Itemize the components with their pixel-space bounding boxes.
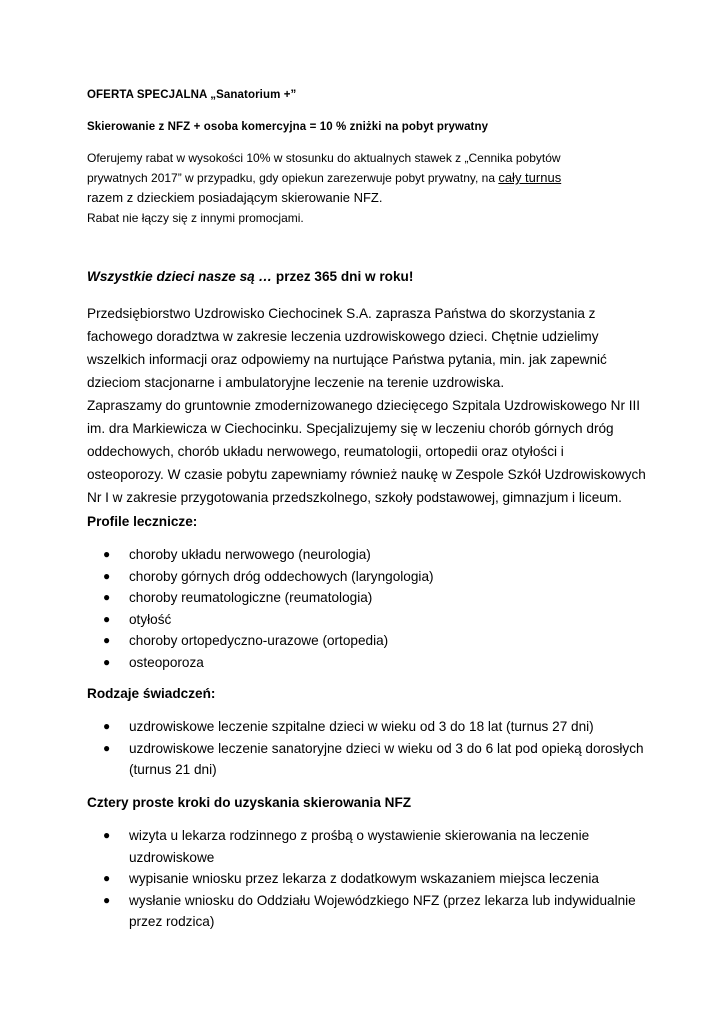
bullet-icon: ● (103, 633, 111, 647)
list-item-text-cont: (turnus 21 dni) (129, 762, 217, 777)
list-item (87, 738, 667, 781)
p2-line: Nr I w zakresie przygotowania przedszkolnego, szkoły podstawowej, gimnazjum i liceum. (87, 490, 622, 505)
offer-title: OFERTA SPECJALNA „Sanatorium +” (87, 89, 297, 101)
list-item-text: otyłość (129, 611, 172, 627)
p2-line: osteoporozy. W czasie pobytu zapewniamy również naukę w Zespole Szkół Uzdrowiskowych (87, 467, 646, 482)
bullet-icon: ● (103, 740, 111, 755)
list-item-text: uzdrowiskowe leczenie sanatoryjne dzieci w wieku od 3 do 6 lat pod opieką dorosłych (129, 740, 644, 756)
services-list (87, 716, 667, 781)
offer-line-2-text: prywatnych 2017” w przypadku, gdy opiekun zarezerwuje pobyt prywatny, na (87, 171, 499, 185)
list-item-text-cont: przez rodzica) (129, 914, 215, 929)
offer-line-1: Oferujemy rabat w wysokości 10% w stosunku do aktualnych stawek z „Cennika pobytów (87, 151, 561, 165)
list-item (87, 544, 667, 566)
p2-line: im. dra Markiewicza w Ciechocinku. Specjalizujemy się w leczeniu chorób górnych dróg (87, 421, 614, 436)
list-item (87, 868, 667, 890)
p2-line: oddechowych, chorób układu nerwowego, reumatologii, ortopedii oraz otyłości i (87, 444, 564, 459)
children-heading-rest: przez 365 dni w roku! (272, 269, 414, 284)
list-item-text: uzdrowiskowe leczenie szpitalne dzieci w wieku od 3 do 18 lat (turnus 27 dni) (129, 719, 594, 734)
list-item-text: choroby reumatologiczne (reumatologia) (129, 590, 373, 605)
list-item-text: choroby ortopedyczno-urazowe (ortopedia) (129, 633, 389, 648)
list-item-text: wypisanie wniosku przez lekarza z dodatkowym wskazaniem miejsca leczenia (129, 871, 599, 886)
list-item-text: wysłanie wniosku do Oddziału Wojewódzkiego NFZ (przez lekarza lub indywidualnie (129, 892, 636, 908)
list-item-text: wizyta u lekarza rodzinnego z prośbą o wystawienie skierowania na leczenie (129, 828, 590, 843)
bullet-icon: ● (103, 568, 111, 583)
list-item-text: choroby układu nerwowego (neurologia) (129, 547, 371, 562)
profiles-heading: Profile lecznicze: (87, 514, 198, 529)
children-paragraph-1 (87, 302, 667, 394)
children-heading-italic: Wszystkie dzieci nasze są … (87, 269, 273, 284)
p1-line: fachowego doradztwa w zakresie leczenia uzdrowiskowego dzieci. Chętnie udzielimy (87, 329, 599, 344)
bullet-icon: ● (103, 871, 111, 885)
services-heading: Rodzaje świadczeń: (87, 686, 216, 701)
bullet-icon: ● (103, 719, 111, 733)
steps-list (87, 825, 667, 933)
bullet-icon: ● (103, 654, 111, 669)
children-heading (87, 269, 667, 284)
list-item (87, 587, 667, 609)
steps-heading: Cztery proste kroki do uzyskania skierowania NFZ (87, 795, 412, 810)
list-item (87, 630, 667, 652)
bullet-icon: ● (103, 828, 111, 842)
offer-subtitle: Skierowanie z NFZ + osoba komercyjna = 10 % zniżki na pobyt prywatny (87, 121, 489, 133)
profiles-list (87, 544, 667, 673)
children-paragraph-2 (87, 394, 667, 509)
list-item-text: choroby górnych dróg oddechowych (laryngologia) (129, 568, 434, 584)
list-item (87, 825, 667, 868)
p1-line: dzieciom stacjonarne i ambulatoryjne leczenie na terenie uzdrowiska. (87, 375, 505, 390)
bullet-icon: ● (103, 611, 111, 626)
bullet-icon: ● (103, 892, 111, 907)
p1-line: wszelkich informacji oraz odpowiemy na nurtujące Państwa pytania, min. jak zapewnić (87, 352, 607, 367)
bullet-icon: ● (103, 590, 111, 604)
list-item (87, 566, 667, 588)
list-item (87, 890, 667, 933)
p2-line: Zapraszamy do gruntownie zmodernizowanego dziecięcego Szpitala Uzdrowiskowego Nr III (87, 398, 641, 413)
list-item (87, 609, 667, 631)
offer-line-4: Rabat nie łączy się z innymi promocjami. (87, 211, 304, 225)
list-item (87, 716, 667, 738)
p1-line: Przedsiębiorstwo Uzdrowisko Ciechocinek S.A. zaprasza Państwa do skorzystania z (87, 306, 596, 321)
bullet-icon: ● (103, 547, 111, 561)
list-item-text-cont: uzdrowiskowe (129, 849, 215, 865)
offer-line-3: razem z dzieckiem posiadającym skierowanie NFZ. (87, 190, 383, 205)
offer-description (87, 148, 667, 228)
offer-line-2 (87, 168, 667, 188)
list-item (87, 652, 667, 674)
offer-line-2-underlined: cały turnus (498, 170, 562, 185)
list-item-text: osteoporoza (129, 654, 204, 670)
